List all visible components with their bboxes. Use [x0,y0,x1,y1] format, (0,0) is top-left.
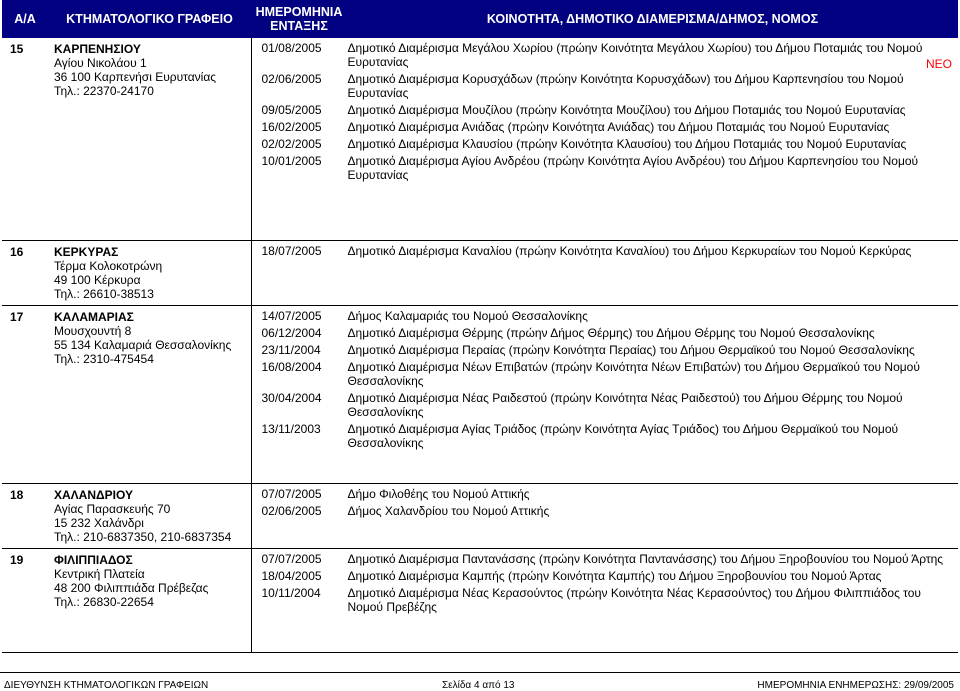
entries-cell [251,240,958,305]
entry-item [252,552,959,566]
entry-item [252,154,959,182]
entry-date: 14/07/2005 [261,308,322,323]
entry-area: Δημοτικό Διαμέρισμα Κλαυσίου (πρώην Κοινότητα Κλαυσίου) του Δήμου Ποταμιάς του Νομού Ευρυτανίας [347,137,907,151]
entry-area: Δημοτικό Διαμέρισμα Νέων Επιβατών (πρώην Κοινότητα Νέων Επιβατών) του Δήμου Θερμαϊκού του Νομού Θεσσαλονίκης [347,359,920,388]
entry-area: Δημοτικό Διαμέρισμα Καμπής (πρώην Κοινότητα Καμπής) του Δήμου Ξηροβουνίου του Νομού Άρτας [347,568,882,583]
header-date-area [251,0,958,38]
entry-item [252,360,959,388]
office-phone: Τηλ.: 2310-475454 [54,351,154,366]
entry-area: Δημοτικό Διαμέρισμα Περαίας (πρώην Κοινότητα Περαίας) του Δήμου Θερμαϊκού του Νομού Θεσσαλονίκης [347,342,915,357]
entry-item [252,422,959,450]
office-name: ΚΑΡΠΕΝΗΣΙΟΥ [54,42,141,56]
entries-cell [251,548,958,652]
entry-item [252,41,959,69]
entry-item [252,103,959,117]
office-name: ΚΑΛΑΜΑΡΙΑΣ [54,309,134,324]
page-footer [0,672,960,691]
row-number: 15 [2,38,48,240]
entry-area: Δημοτικό Διαμέρισμα Θέρμης (πρώην Δήμος Θέρμης) του Δήμου Θέρμης του Νομού Θεσσαλονίκης [347,325,875,340]
table-row [2,483,958,548]
entry-date: 07/07/2005 [261,551,322,566]
entry-item [252,343,959,357]
table-row [2,38,958,240]
entry-date: 01/08/2005 [261,41,322,55]
office-phone: Τηλ.: 210-6837350, 210-6837354 [54,529,232,544]
entry-area: Δημοτικό Διαμέρισμα Ανιάδας (πρώην Κοινότητα Ανιάδας) του Δήμου Ποταμιάς του Νομού Ευρυτανίας [347,120,890,134]
entry-item [252,72,959,100]
entry-area: Δημοτικό Διαμέρισμα Μεγάλου Χωρίου (πρώην Κοινότητα Μεγάλου Χωρίου) του Δήμου Ποταμιάς του Νομού Ευρυτανίας [347,41,923,69]
entries-cell [251,38,958,240]
entry-area: Δήμος Καλαμαριάς του Νομού Θεσσαλονίκης [347,308,588,323]
header-office: ΚΤΗΜΑΤΟΛΟΓΙΚΟ ΓΡΑΦΕΙΟ [48,0,251,38]
row-number: 18 [2,483,48,548]
entry-date: 02/06/2005 [261,72,322,86]
table-row [2,305,958,483]
entry-area: Δημοτικό Διαμέρισμα Αγίου Ανδρέου (πρώην Κοινότητα Αγίου Ανδρέου) του Δήμου Καρπενησίου του Νομού Ευρυτανίας [347,154,919,182]
entry-date: 07/07/2005 [261,486,322,501]
entry-item [252,391,959,419]
office-address-line: Τέρμα Κολοκοτρώνη [54,258,163,273]
entry-date: 13/11/2003 [261,421,321,436]
entry-item [252,569,959,583]
office-address-line: 36 100 Καρπενήσι Ευρυτανίας [54,70,217,84]
office-address-line: 49 100 Κέρκυρα [54,272,141,287]
table-row [2,240,958,305]
office-phone: Τηλ.: 22370-24170 [54,84,154,98]
footer-update-date: ΗΜΕΡΟΜΗΝΙΑ ΕΝΗΜΕΡΩΣΗΣ: 29/09/2005 [757,680,954,691]
offices-table [2,0,958,653]
table-row [2,548,958,652]
office-address-line: Κεντρική Πλατεία [54,566,145,581]
entry-date: 30/04/2004 [261,390,322,405]
entry-date: 02/02/2005 [261,137,322,151]
entry-item [252,504,959,518]
header-area: ΚΟΙΝΟΤΗΤΑ, ΔΗΜΟΤΙΚΟ ΔΙΑΜΕΡΙΣΜΑ/ΔΗΜΟΣ, ΝΟΜΟΣ [486,12,819,26]
office-address [48,548,251,652]
table-header-row [2,0,958,38]
entry-area: Δημοτικό Διαμέρισμα Μουζίλου (πρώην Κοινότητα Μουζίλου) του Δήμου Ποταμιάς του Νομού Ευρυτανίας [347,103,906,117]
entry-date: 23/11/2004 [261,342,321,357]
table-body [2,38,958,652]
entry-area: Δημοτικό Διαμέρισμα Αγίας Τριάδος (πρώην Κοινότητα Αγίας Τριάδος) του Δήμου Θερμαϊκού του Νομού Θεσσαλονίκης [347,421,899,450]
entry-date: 18/07/2005 [261,243,322,258]
row-number: 17 [2,305,48,483]
entries-cell [251,305,958,483]
header-aa: Α/Α [2,0,48,38]
footer-page-number: Σελίδα 4 από 13 [442,680,515,691]
office-address-line: 15 232 Χαλάνδρι [54,515,144,530]
office-address [48,38,251,240]
row-number: 16 [2,240,48,305]
entries-cell [251,483,958,548]
office-name: ΧΑΛΑΝΔΡΙΟΥ [54,487,133,502]
entry-date: 18/04/2005 [261,568,322,583]
office-address-line: Αγίου Νικολάου 1 [54,56,147,70]
entry-area: Δήμο Φιλοθέης του Νομού Αττικής [347,486,530,501]
row-number: 19 [2,548,48,652]
entry-item [252,137,959,151]
entry-area: Δήμος Χαλανδρίου του Νομού Αττικής [347,503,550,518]
office-address-line: 48 200 Φιλιππιάδα Πρέβεζας [54,580,209,595]
office-address-line: Μουσχουντή 8 [54,323,132,338]
entry-date: 09/05/2005 [261,103,322,117]
header-date-line1: ΗΜΕΡΟΜΗΝΙΑ [255,5,343,19]
header-date-line2: ΕΝΤΑΞΗΣ [270,19,328,33]
entry-date: 16/02/2005 [261,120,322,134]
entry-item [252,244,959,258]
entry-date: 10/11/2004 [261,585,321,600]
entry-date: 02/06/2005 [261,503,322,518]
entry-item [252,326,959,340]
entry-area: Δημοτικό Διαμέρισμα Νέας Κερασούντος (πρώην Κοινότητα Νέας Κερασούντος) του Δήμου Φιλιππιάδος του Νομού Πρεβέζης [347,585,921,614]
office-address [48,305,251,483]
footer-left: ΔΙΕΥΘΥΝΣΗ ΚΤΗΜΑΤΟΛΟΓΙΚΩΝ ΓΡΑΦΕΙΩΝ [4,680,209,691]
entry-item [252,586,959,614]
entry-area: Δημοτικό Διαμέρισμα Κορυσχάδων (πρώην Κοινότητα Κορυσχάδων) του Δήμου Καρπενησίου του Νομού Ευρυτανίας [347,72,904,100]
entry-date: 06/12/2004 [261,325,322,340]
entry-date: 16/08/2004 [261,359,322,374]
entry-item [252,309,959,323]
office-phone: Τηλ.: 26610-38513 [54,286,154,301]
office-address-line: Αγίας Παρασκευής 70 [54,501,171,516]
entry-area: Δημοτικό Διαμέρισμα Καναλίου (πρώην Κοινότητα Καναλίου) του Δήμου Κερκυραίων του Νομού Κερκύρας [347,243,912,258]
office-name: ΚΕΡΚΥΡΑΣ [54,244,119,259]
entry-item [252,487,959,501]
new-label: ΝΕΟ [925,57,952,71]
entry-date: 10/01/2005 [261,154,322,168]
office-address-line: 55 134 Καλαμαριά Θεσσαλονίκης [54,337,232,352]
entry-area: Δημοτικό Διαμέρισμα Παντανάσσης (πρώην Κοινότητα Παντανάσσης) του Δήμου Ξηροβουνίου του Νομού Άρτης [347,551,944,566]
office-name: ΦΙΛΙΠΠΙΑΔΟΣ [54,552,133,567]
entry-item [252,120,959,134]
office-address [48,483,251,548]
office-phone: Τηλ.: 26830-22654 [54,594,154,609]
office-address [48,240,251,305]
entry-area: Δημοτικό Διαμέρισμα Νέας Ραιδεστού (πρώην Κοινότητα Νέας Ραιδεστού) του Δήμου Θέρμης του Νομού Θεσσαλονίκης [347,390,903,419]
